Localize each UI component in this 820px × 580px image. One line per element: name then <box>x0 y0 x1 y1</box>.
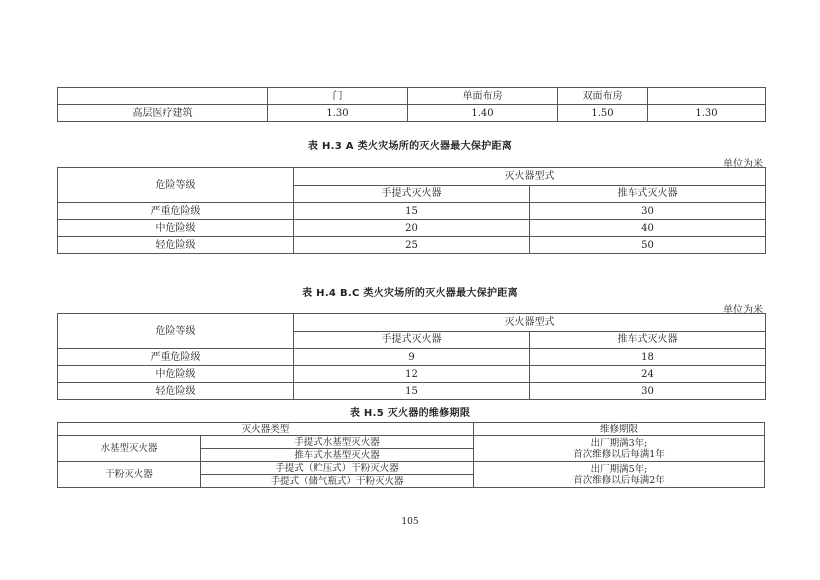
table-cell: 严重危险级 <box>58 349 294 366</box>
table-cell: 手提式（储气瓶式）干粉灭火器 <box>201 475 474 488</box>
period-line: 出厂期满5年; <box>590 463 648 475</box>
table-cell: 1.50 <box>558 105 648 122</box>
table-row <box>58 203 766 220</box>
table-row <box>58 436 765 449</box>
period-line: 首次维修以后每满2年 <box>573 474 665 486</box>
table-row <box>58 462 765 475</box>
table-h4 <box>57 313 766 400</box>
period-line: 首次维修以后每满1年 <box>573 448 665 460</box>
column-header: 危险等级 <box>58 168 294 203</box>
table-row <box>58 349 766 366</box>
table-cell <box>58 88 268 105</box>
table-cell: 严重危险级 <box>58 203 294 220</box>
period-line: 出厂期满3年; <box>590 437 648 449</box>
table-h3-unit: 单位为米 <box>723 159 763 170</box>
table-cell: 高层医疗建筑 <box>58 105 268 122</box>
table-cell: 15 <box>294 203 530 220</box>
table-row <box>58 366 766 383</box>
table-h5-caption: 表 H.5 灭火器的维修期限 <box>349 408 471 419</box>
column-header: 灭火器类型 <box>58 423 474 436</box>
table-cell: 轻危险级 <box>58 383 294 400</box>
table-cell: 1.30 <box>648 105 766 122</box>
table-cell <box>648 88 766 105</box>
table-cell: 30 <box>530 383 766 400</box>
table-row <box>58 383 766 400</box>
table-h4-caption: 表 H.4 B.C 类火灾场所的灭火器最大保护距离 <box>302 288 518 299</box>
group-header: 灭火器型式 <box>294 168 766 186</box>
table-h5 <box>57 422 765 488</box>
table-row <box>58 220 766 237</box>
table-cell: 双面布房 <box>558 88 648 105</box>
table-h3 <box>57 167 766 254</box>
table-row <box>58 168 766 186</box>
sub-header: 手提式灭火器 <box>294 185 530 203</box>
table-cell: 干粉灭火器 <box>58 462 201 488</box>
sub-header: 推车式灭火器 <box>530 331 766 349</box>
table-cell <box>474 436 765 462</box>
table-cell: 9 <box>294 349 530 366</box>
table-cell: 单面布房 <box>408 88 558 105</box>
table-h3-caption: 表 H.3 A 类火灾场所的灭火器最大保护距离 <box>307 141 513 152</box>
table-row <box>58 423 765 436</box>
table-cell: 门 <box>268 88 408 105</box>
table-cell: 水基型灭火器 <box>58 436 201 462</box>
column-header: 维修期限 <box>474 423 765 436</box>
table-cell: 轻危险级 <box>58 237 294 254</box>
table-cell: 中危险级 <box>58 366 294 383</box>
table-cell: 1.40 <box>408 105 558 122</box>
table-cell: 24 <box>530 366 766 383</box>
table-cell: 手提式水基型灭火器 <box>201 436 474 449</box>
page-number: 105 <box>401 517 419 527</box>
table-cell <box>474 462 765 488</box>
column-header: 危险等级 <box>58 314 294 349</box>
table-cell: 18 <box>530 349 766 366</box>
group-header: 灭火器型式 <box>294 314 766 332</box>
table-partial-top <box>57 87 766 122</box>
table-cell: 25 <box>294 237 530 254</box>
table-cell: 12 <box>294 366 530 383</box>
table-row <box>58 88 766 105</box>
table-cell: 50 <box>530 237 766 254</box>
table-cell: 15 <box>294 383 530 400</box>
table-cell: 手提式（贮压式）干粉灭火器 <box>201 462 474 475</box>
table-h4-unit: 单位为米 <box>723 305 763 316</box>
sub-header: 手提式灭火器 <box>294 331 530 349</box>
table-cell: 中危险级 <box>58 220 294 237</box>
table-row <box>58 105 766 122</box>
table-cell: 30 <box>530 203 766 220</box>
table-row <box>58 314 766 332</box>
table-cell: 20 <box>294 220 530 237</box>
table-cell: 40 <box>530 220 766 237</box>
table-cell: 推车式水基型灭火器 <box>201 449 474 462</box>
table-row <box>58 237 766 254</box>
table-cell: 1.30 <box>268 105 408 122</box>
sub-header: 推车式灭火器 <box>530 185 766 203</box>
